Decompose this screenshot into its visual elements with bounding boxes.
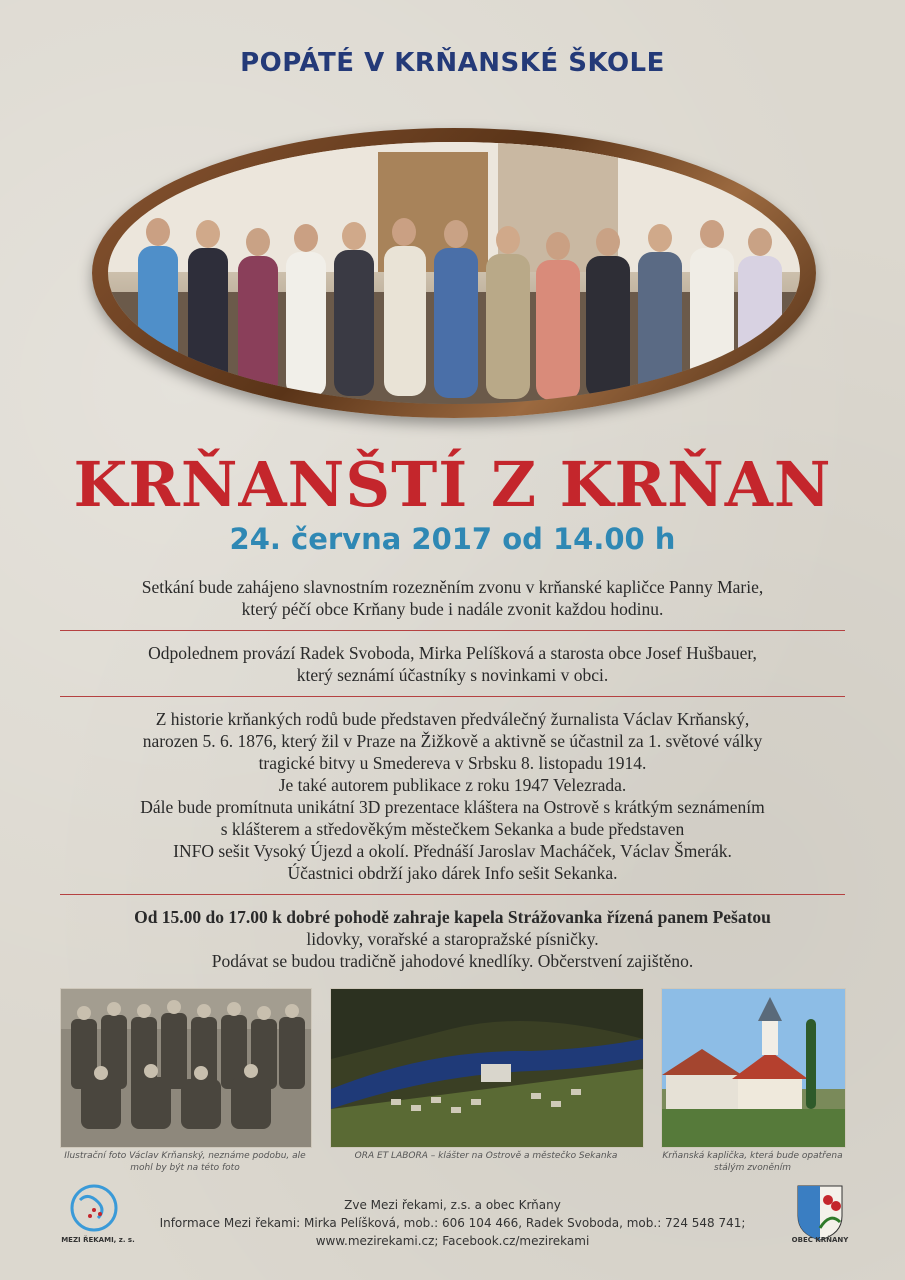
top-heading: POPÁTÉ V KRŇANSKÉ ŠKOLE bbox=[240, 48, 665, 78]
divider bbox=[60, 630, 845, 631]
paragraph-hosts bbox=[60, 642, 845, 686]
caption-soldiers bbox=[60, 1150, 310, 1174]
text-line: Setkání bude zahájeno slavnostním rozezněním zvonu v krňanské kapličce Panny Marie, bbox=[141, 577, 764, 597]
text-line: Z historie krňankých rodů bude představen předválečný žurnalista Václav Krňanský, bbox=[155, 709, 750, 729]
caption-monastery bbox=[330, 1150, 642, 1162]
text-line: Odpolednem provází Radek Svoboda, Mirka Pelíšková a starosta obce Josef Hušbauer, bbox=[148, 643, 757, 663]
paragraph-music bbox=[60, 906, 845, 972]
mezi-rekami-logo-text: MEZI ŘEKAMI, z. s. bbox=[61, 1236, 135, 1244]
oval-photo-frame bbox=[92, 128, 816, 418]
text-line: Podávat se budou tradičně jahodové knedlíky. Občerstvení zajištěno. bbox=[211, 951, 694, 971]
text-line: Dále bude promítnuta unikátní 3D prezentace kláštera na Ostrově s krátkým seznámením bbox=[140, 797, 765, 817]
chapel-photo bbox=[661, 988, 846, 1148]
text-line: tragické bitvy u Smedereva v Srbsku 8. listopadu 1914. bbox=[258, 753, 647, 773]
text-line: Účastnici obdrží jako dárek Info sešit Sekanka. bbox=[287, 863, 618, 883]
caption-line: Krňanská kaplička, která bude opatřena bbox=[662, 1151, 843, 1161]
paragraph-bell bbox=[60, 576, 845, 620]
event-date: 24. června 2017 od 14.00 h bbox=[229, 522, 676, 556]
caption-line: Ilustrační foto Václav Krňanský, neznáme podobu, ale bbox=[64, 1151, 306, 1161]
caption-chapel bbox=[661, 1150, 844, 1174]
obec-krnany-text: OBEC KRŇANY bbox=[791, 1236, 849, 1244]
main-title: KRŇANŠTÍ Z KRŇAN bbox=[73, 448, 832, 521]
footer-line: Zve Mezi řekami, z.s. a obec Krňany bbox=[344, 1198, 561, 1212]
caption-line: stálým zvoněním bbox=[714, 1163, 791, 1173]
text-line: s klášterem a středověkým městečkem Sekanka a bude představen bbox=[220, 819, 685, 839]
divider bbox=[60, 696, 845, 697]
caption-line: ORA ET LABORA – klášter na Ostrově a městečko Sekanka bbox=[354, 1151, 618, 1161]
soldiers-photo bbox=[60, 988, 312, 1148]
group-photo bbox=[108, 142, 800, 404]
text-line: narozen 5. 6. 1876, který žil v Praze na Žižkově a aktivně se účastnil za 1. světové války bbox=[142, 731, 763, 751]
bold-text-line: Od 15.00 do 17.00 k dobré pohodě zahraje kapela Strážovanka řízená panem Pešatou bbox=[134, 907, 771, 927]
paragraph-history bbox=[60, 708, 845, 884]
text-line: lidovky, vorařské a staropražské písničky. bbox=[306, 929, 599, 949]
divider bbox=[60, 894, 845, 895]
text-line: Je také autorem publikace z roku 1947 Velezrada. bbox=[278, 775, 627, 795]
footer-line: Informace Mezi řekami: Mirka Pelíšková, mob.: 606 104 466, Radek Svoboda, mob.: 724 548 741; bbox=[159, 1216, 746, 1230]
caption-line: mohl by být na této foto bbox=[130, 1163, 240, 1173]
footer-line: www.mezirekami.cz; Facebook.cz/mezirekami bbox=[315, 1234, 590, 1248]
text-line: který péčí obce Krňany bude i nadále zvonit každou hodinu. bbox=[241, 599, 664, 619]
text-line: který seznámí účastníky s novinkami v obci. bbox=[296, 665, 609, 685]
monastery-render bbox=[330, 988, 644, 1148]
text-line: INFO sešit Vysoký Újezd a okolí. Přednáší Jaroslav Macháček, Václav Šmerák. bbox=[173, 841, 732, 861]
footer bbox=[150, 1196, 755, 1250]
